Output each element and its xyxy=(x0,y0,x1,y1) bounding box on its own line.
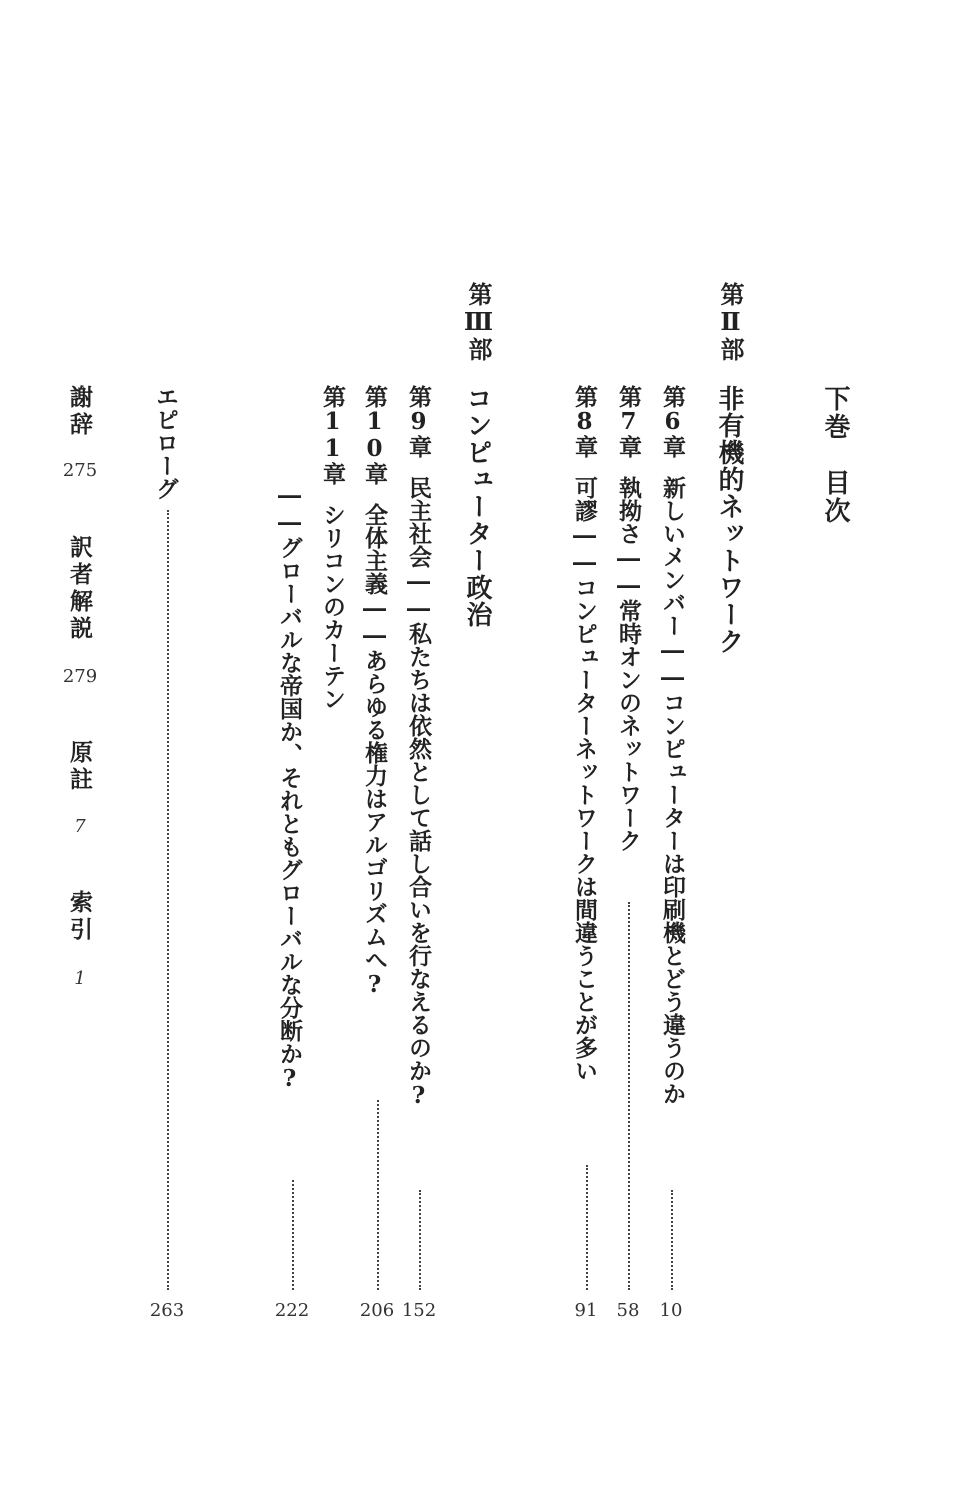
chapter-6-title: 新しいメンバー――コンピューターは印刷機とどう違うのか xyxy=(659,476,686,1105)
backmatter-notes-page[interactable]: 7 xyxy=(74,816,86,837)
chapter-8-title: 可謬――コンピューターネットワークは間違うことが多い xyxy=(571,476,598,1082)
backmatter-translator-notes[interactable]: 訳者解説 xyxy=(66,535,93,643)
part-3-label: 第Ⅲ部 xyxy=(464,282,493,362)
chapter-6-leader xyxy=(671,1190,673,1290)
chapter-10-leader xyxy=(377,1100,379,1290)
chapter-6-page[interactable]: 10 xyxy=(659,1300,683,1321)
toc-title: 下巻 目次 xyxy=(820,385,850,525)
chapter-8-number: 第8章 xyxy=(571,385,598,458)
backmatter-translator-notes-page[interactable]: 279 xyxy=(62,666,98,687)
part-2-label: 第Ⅱ部 xyxy=(716,282,745,362)
chapter-11[interactable] xyxy=(320,385,344,710)
chapter-6[interactable] xyxy=(660,385,684,1105)
chapter-6-number: 第6章 xyxy=(659,385,686,458)
chapter-9-leader xyxy=(419,1190,421,1290)
chapter-11-subtitle: ――グローバルな帝国か、それともグローバルな分断か? xyxy=(276,482,303,1092)
chapter-10-number: 第10章 xyxy=(361,385,388,485)
epilogue-leader xyxy=(167,510,169,1290)
chapter-7-leader xyxy=(628,902,630,1290)
chapter-7-number: 第7章 xyxy=(615,385,642,458)
chapter-10-page[interactable]: 206 xyxy=(359,1300,395,1321)
chapter-8-leader xyxy=(586,1165,588,1290)
chapter-9-page[interactable]: 152 xyxy=(401,1300,437,1321)
epilogue-page[interactable]: 263 xyxy=(149,1300,185,1321)
part-3-title: コンピューター政治 xyxy=(462,385,492,628)
chapter-11-page[interactable]: 222 xyxy=(274,1300,310,1321)
chapter-7[interactable] xyxy=(616,385,640,852)
chapter-10[interactable] xyxy=(362,385,386,998)
chapter-11-number: 第11章 xyxy=(319,385,346,485)
chapter-10-title: 全体主義――あらゆる権力はアルゴリズムへ? xyxy=(361,503,388,998)
backmatter-acknowledgements-page[interactable]: 275 xyxy=(62,460,98,481)
chapter-11-title: シリコンのカーテン xyxy=(319,503,346,710)
backmatter-index-page[interactable]: 1 xyxy=(74,968,86,989)
chapter-11-leader xyxy=(292,1180,294,1290)
chapter-9-number: 第9章 xyxy=(405,385,432,458)
backmatter-notes[interactable]: 原註 xyxy=(66,740,93,794)
chapter-7-title: 執拗さ――常時オンのネットワーク xyxy=(615,476,642,852)
chapter-8[interactable] xyxy=(572,385,596,1082)
backmatter-index[interactable]: 索引 xyxy=(66,890,93,944)
chapter-7-page[interactable]: 58 xyxy=(616,1300,640,1321)
chapter-9-title: 民主社会――私たちは依然として話し合いを行なえるのか? xyxy=(405,476,432,1109)
part-2-title: 非有機的ネットワーク xyxy=(714,385,744,655)
backmatter-acknowledgements[interactable]: 謝辞 xyxy=(66,385,93,439)
chapter-9[interactable] xyxy=(406,385,430,1109)
chapter-8-page[interactable]: 91 xyxy=(574,1300,598,1321)
epilogue-title[interactable]: エピローグ xyxy=(152,385,179,500)
